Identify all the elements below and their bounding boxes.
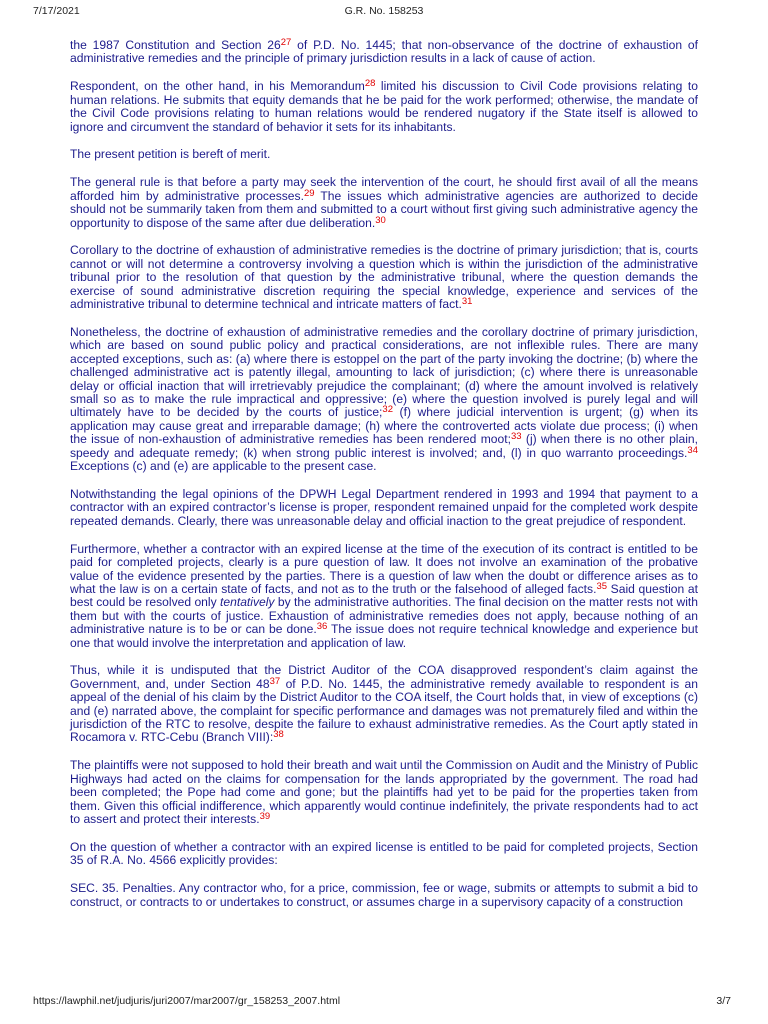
- print-date: 7/17/2021: [33, 5, 80, 17]
- paragraph: The general rule is that before a party may seek the intervention of the court, he should first avail of all the means afforded him by administrative processes.$^{29}$ The issues which administrative agencies are authorized to decide should not be summarily taken from them and submitted to a court without first giving such administrative agency the opportunity to dispose of the same after due deliberation.$^{30}$: [70, 175, 698, 230]
- print-header: [0, 0, 768, 22]
- footnote-ref-35[interactable]: 35: [596, 580, 608, 592]
- footnote-ref-36[interactable]: 36: [316, 621, 328, 633]
- paragraph: Thus, while it is undisputed that the District Auditor of the COA disapproved respondent’s claim against the Government, and, under Section 48$^{37}$ of P.D. No. 1445, the administrative remedy available to respondent is an appeal of the denial of his claim by the District Auditor to the COA itself, the Court holds that, in view of exceptions (c) and (e) narrated above, the complaint for specific performance and damages was not prematurely filed and within the jurisdiction of the RTC to resolve, despite the failure to exhaust administrative remedies. As the Court aptly stated in Rocamora v. RTC-Cebu (Branch VIII):$^{38}$: [70, 663, 698, 745]
- footnote-ref-30[interactable]: 30: [375, 214, 386, 226]
- footnote-ref-27[interactable]: 27: [280, 37, 292, 48]
- footnote-ref-31[interactable]: 31: [461, 296, 473, 308]
- paragraph: The plaintiffs were not supposed to hold their breath and wait until the Commission on Audit and the Ministry of Public Highways had acted on the claims for compensation for the lands appropriated by the government. The road had been completed; the Pope had come and gone; but the plaintiffs had yet to be paid for the properties taken from them. Given this official indifference, which apparently would continue indefinitely, the private respondents had to act to assert and protect their interests.$^{39}$: [70, 758, 698, 826]
- paragraph: Notwithstanding the legal opinions of the DPWH Legal Department rendered in 1993 and 1994 that payment to a contractor with an expired contractor’s license is proper, respondent remained unpaid for the completed work despite repeated demands. Clearly, there was unreasonable delay and official inaction to the great prejudice of respondent.: [70, 486, 698, 528]
- footnote-ref-34[interactable]: 34: [687, 444, 698, 456]
- document-title: G.R. No. 158253: [344, 5, 424, 17]
- paragraph: Corollary to the doctrine of exhaustion of administrative remedies is the doctrine of primary jurisdiction; that is, courts cannot or will not determine a controversy involving a question which is within the jurisdiction of the administrative tribunal prior to the resolution of that question by the administrative tribunal, where the question demands the exercise of sound administrative discretion requiring the special knowledge, experience and services of the administrative tribunal to determine technical and intricate matters of fact.$^{31}$: [70, 243, 698, 312]
- source-url[interactable]: https://lawphil.net/judjuris/juri2007/mar2007/gr_158253_2007.html: [33, 995, 341, 1007]
- paragraph: Respondent, on the other hand, in his Memorandum$^{28}$ limited his discussion to Civil Code provisions relating to human relations. He submits that equity demands that he be paid for the work performed; otherwise, the mandate of the Civil Code provisions relating to human relations would be rendered nugatory if the State itself is allowed to ignore and circumvent the standard of behavior it sets for its inhabitants.: [70, 78, 698, 134]
- paragraph: The present petition is bereft of merit.: [70, 147, 271, 162]
- footnote-ref-39[interactable]: 39: [259, 811, 271, 822]
- document-body: [70, 39, 698, 924]
- footnote-ref-38[interactable]: 38: [273, 729, 284, 741]
- paragraph: the 1987 Constitution and Section 26$^{27}$ of P.D. No. 1445; that non-observance of the doctrine of exhaustion of administrative remedies and the principle of primary jurisdiction results in a lack of cause of action.: [70, 37, 698, 66]
- footnote-ref-29[interactable]: 29: [303, 187, 315, 199]
- footnote-ref-33[interactable]: 33: [510, 431, 522, 443]
- emphasis: tentatively: [220, 595, 275, 610]
- paragraph: On the question of whether a contractor with an expired license is entitled to be paid for completed projects, Section 35 of R.A. No. 4566 explicitly provides:: [70, 839, 698, 868]
- print-footer: [0, 992, 768, 1012]
- footnote-ref-32[interactable]: 32: [382, 404, 393, 416]
- page-number: 3/7: [716, 995, 731, 1007]
- paragraph: SEC. 35. Penalties. Any contractor who, for a price, commission, fee or wage, submits or attempts to submit a bid to construct, or contracts to or undertakes to construct, or assumes charge in a supervisory capacity of a construction: [70, 881, 698, 909]
- paragraph: Nonetheless, the doctrine of exhaustion of administrative remedies and the corollary doctrine of primary jurisdiction, which are based on sound public policy and practical considerations, are not inflexible rules. There are many accepted exceptions, such as: (a) where there is estoppel on the part of the party invoking the doctrine; (b) where the challenged administrative act is patently illegal, amounting to lack of jurisdiction; (c) where there is unreasonable delay or official inaction that will irretrievably prejudice the complainant; (d) where the amount involved is relatively small so as to make the rule impractical and oppressive; (e) where the question involved is purely legal and will ultimately have to be decided by the courts of justice;$^{32}$ (f) where judicial intervention is urgent; (g) when its application may cause great and irreparable damage; (h) where the controverted acts violate due process; (i) when the issue of non-exhaustion of administrative remedies has been rendered moot;$^{33}$ (j) when there is no other plain, speedy and adequate remedy; (k) when strong public interest is involved; and, (l) in quo warranto proceedings.$^{34}$ Exceptions (c) and (e) are applicable to the present case.: [70, 325, 698, 474]
- footnote-ref-37[interactable]: 37: [269, 675, 281, 687]
- footnote-ref-28[interactable]: 28: [364, 78, 376, 90]
- paragraph: Furthermore, whether a contractor with an expired license at the time of the execution of its contract is entitled to be paid for completed projects, clearly is a pure question of law. It does not involve an examination of the probative value of the evidence presented by the parties. There is a question of law when the doubt or difference arises as to what the law is on a certain state of facts, and not as to the truth or the falsehood of alleged facts.$^{35}$ Said question at best could be resolved only tentatively by the administrative authorities. The final decision on the matter rests not with them but with the courts of justice. Exhaustion of administrative remedies does not apply, because nothing of an administrative nature is to be or can be done.$^{36}$ The issue does not require technical knowledge and experience but one that would involve the interpretation and application of law.: [70, 541, 698, 650]
